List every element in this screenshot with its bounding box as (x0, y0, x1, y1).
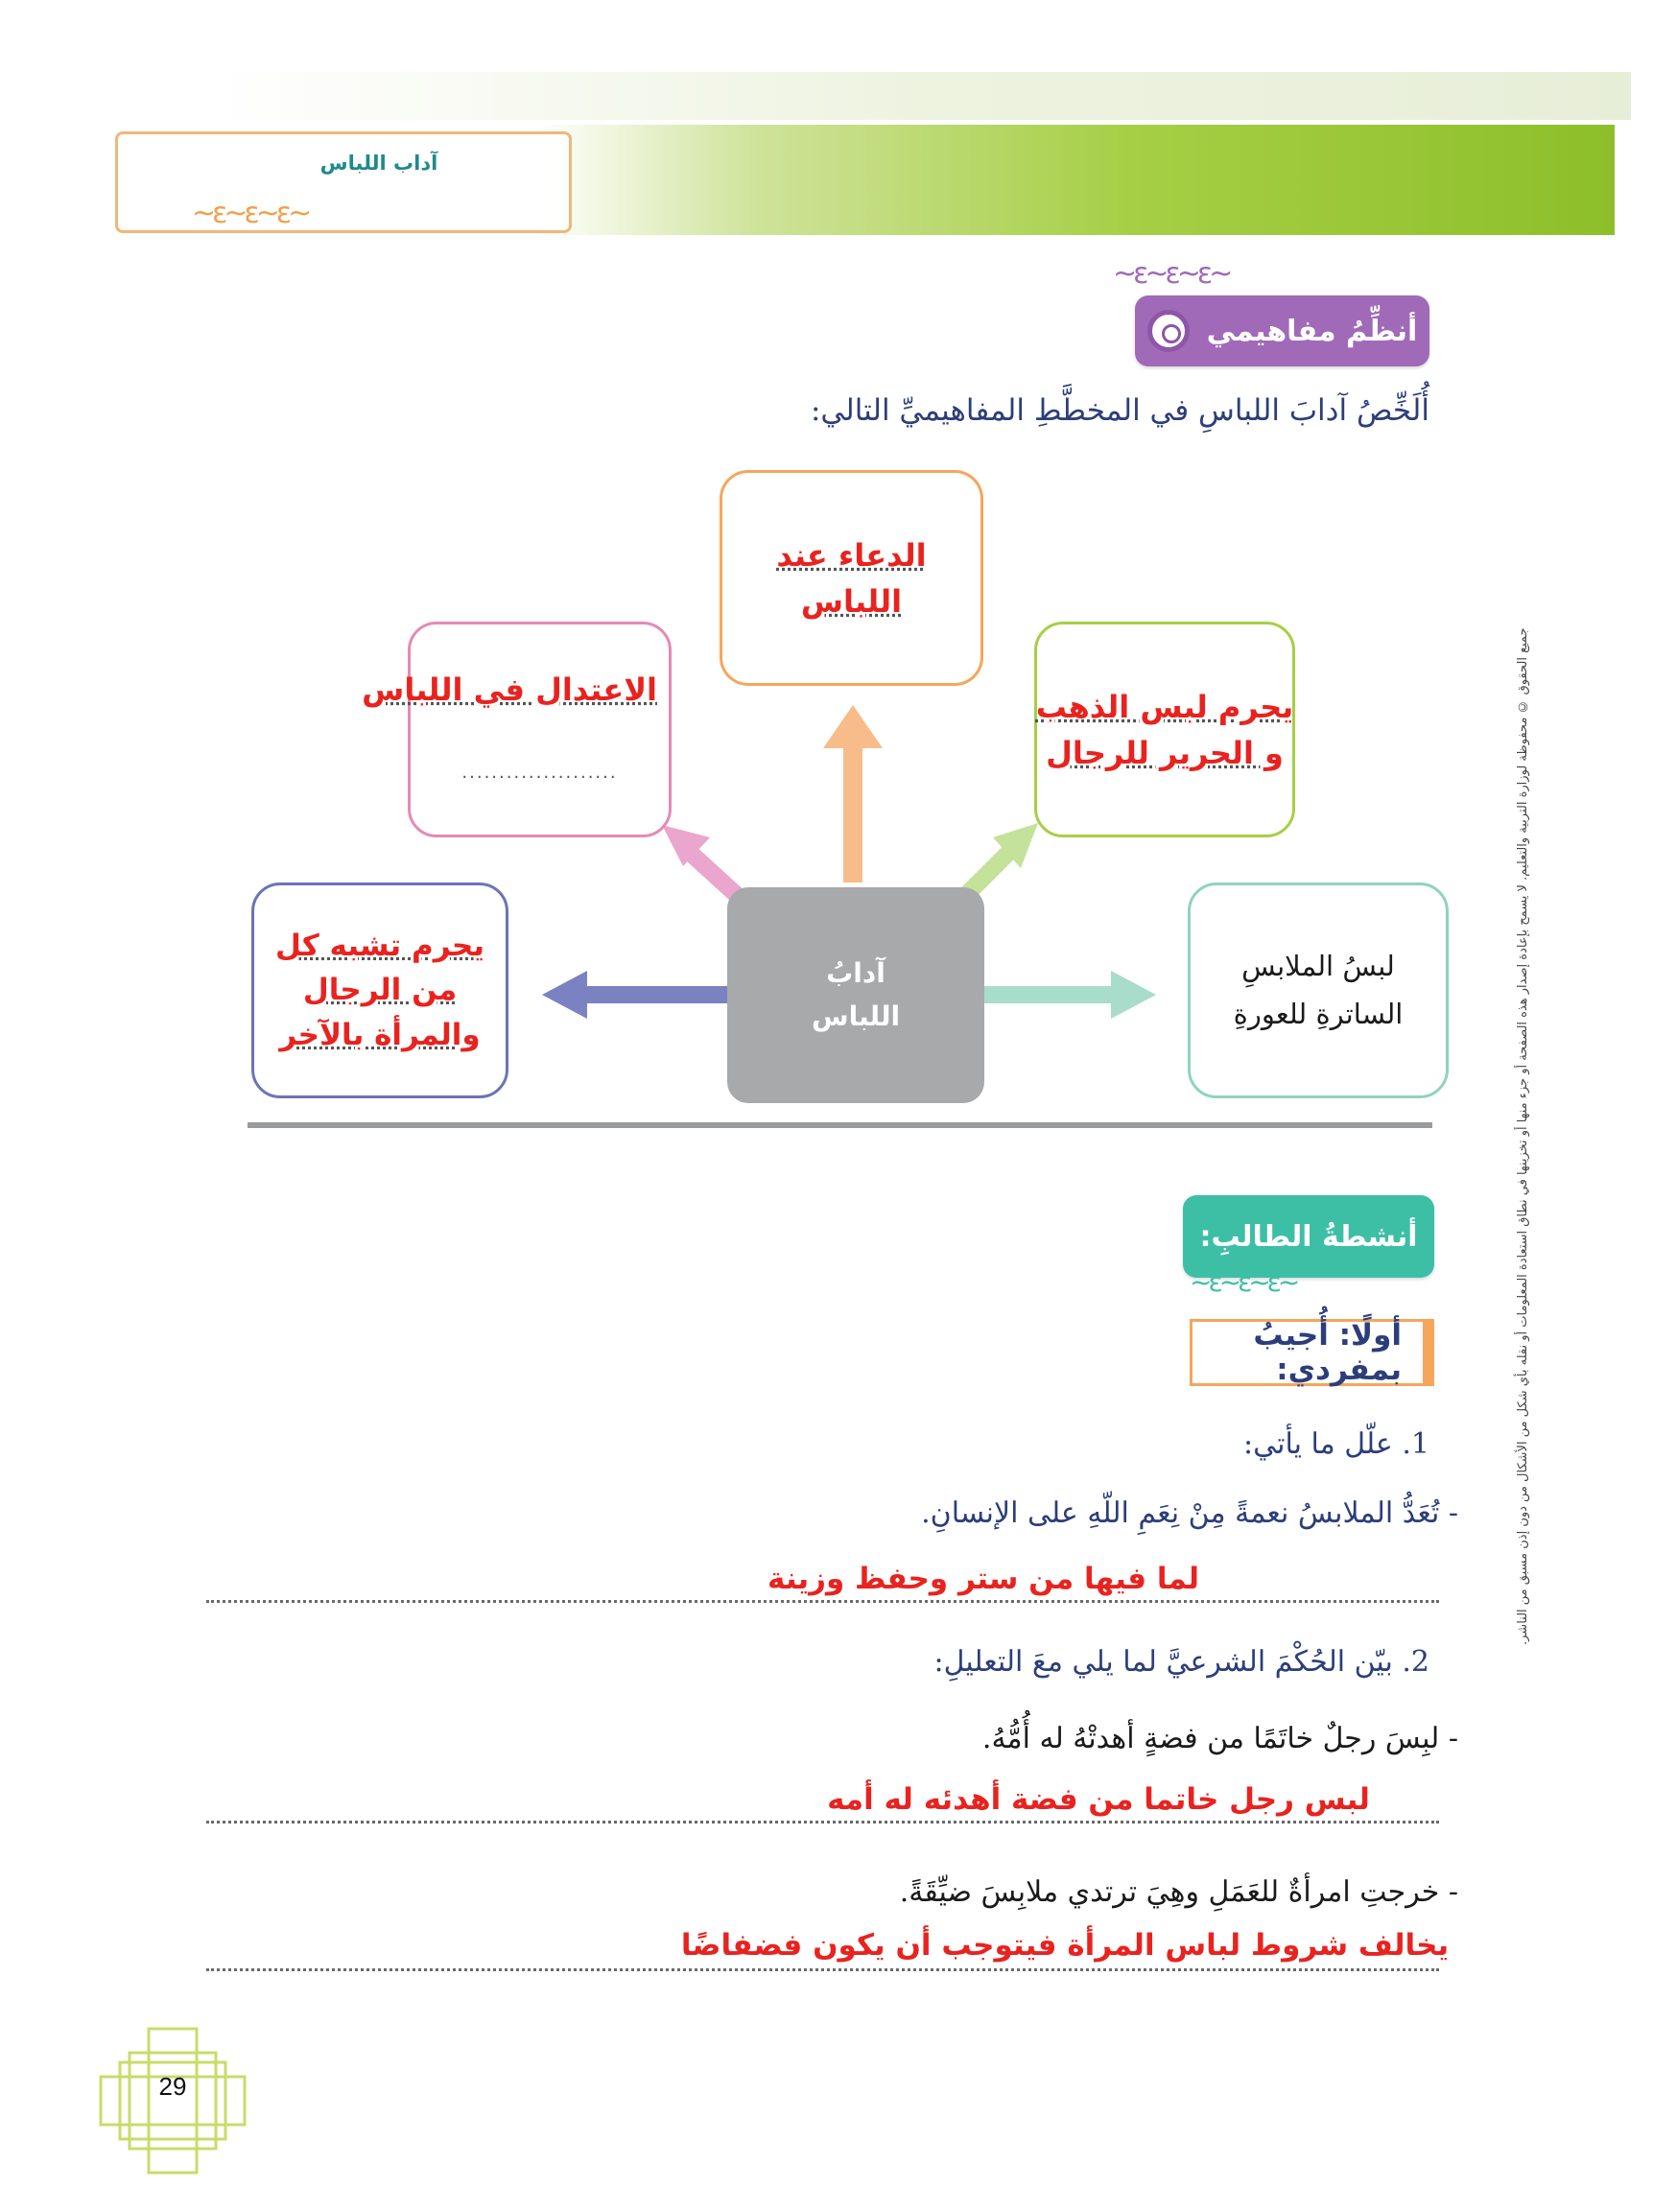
arrow-right-head (1111, 971, 1156, 1019)
concept-box-left (251, 882, 508, 1098)
top-right-answer-line1: يحرم لبس الذهب (1035, 688, 1294, 725)
top-answer-line2: اللباس (800, 582, 903, 620)
q2-answer2-line (206, 1968, 1439, 1971)
concept-box-top-left (408, 622, 672, 837)
concept-box-top-right (1034, 622, 1295, 837)
section-heading-label: أنظِّمُ مفاهيمي (1206, 314, 1418, 348)
copyright-note: جميع الحقوق © محفوظة لوزارة التربية والتعليم. لا يسمح بإعادة إصدار هذه الصفحة أو جزء منها أو تخزينها في نطاق استعادة المعلومات أو نقله بأي شكل من الأشكال من دون إذن مسبق من الناشر. (1516, 627, 1530, 1646)
page-number: 29 (158, 2072, 187, 2101)
concept-box-right (1188, 882, 1449, 1098)
q2-answer1-line (206, 1821, 1439, 1824)
q2-answer2: يخالف شروط لباس المرأة فيتوجب أن يكون فضفاضًا (680, 1928, 1450, 1963)
q2-label: 2. بيّن الحُكْمَ الشرعيَّ لما يلي معَ التعليلِ: (933, 1645, 1429, 1679)
subheading-label: أولًا: أُجيبُ بمفردي: (1253, 1318, 1402, 1387)
left-answer-line2: من الرجال (302, 973, 458, 1008)
q1-item: - تُعَدُّ الملابسُ نعمةً مِنْ نِعَمِ اللّهِ على الإنسانِ. (921, 1496, 1458, 1530)
q2-answer1: لبس رجل خاتما من فضة أهدئه له أمه (827, 1782, 1370, 1817)
q2-item2: - خرجتِ امرأةٌ للعَمَلِ وهِيَ ترتدي ملابِسَ ضيِّقَةً. (899, 1875, 1458, 1909)
center-line2: اللباس (811, 1000, 901, 1032)
q1-answer: لما فيها من ستر وحفظ وزينة (767, 1562, 1199, 1596)
left-answer-line1: يحرم تشبه كل (275, 928, 484, 963)
center-line1: آدابُ (826, 956, 886, 989)
arrow-up-left (686, 849, 739, 897)
top-left-dots: ..................... (461, 763, 618, 783)
left-answer-line3: والمرأة بالآخر (279, 1017, 481, 1052)
ornament-swirl-icon: ~ε~ε~ε~ (192, 197, 309, 230)
top-answer-line1: الدعاء عند (776, 536, 927, 574)
page-title: آداب اللباس (319, 152, 438, 175)
section-divider (248, 1122, 1432, 1128)
arrow-up-head (823, 705, 883, 748)
right-line1: لبسُ الملابسِ (1241, 950, 1395, 983)
subheading-box (1190, 1319, 1423, 1386)
ornament-icon: ~ε~ε~ε~ (1113, 257, 1230, 291)
subheading-tab (1423, 1319, 1434, 1386)
instruction-text: أُلَخِّصُ آدابَ اللباسِ في المخطَّطِ المفاهيميِّ التالي: (810, 393, 1429, 428)
q2-item1: - لبِسَ رجلٌ خاتَمًا من فضةٍ أهدتْهُ له أُمُّهُ. (981, 1722, 1458, 1755)
concept-box-top (720, 470, 983, 686)
top-left-answer: الاعتدال في اللباس (362, 671, 657, 708)
right-line2: الساترةِ للعورةِ (1233, 997, 1404, 1030)
concept-center (727, 887, 984, 1103)
q1-answer-line (206, 1600, 1439, 1603)
ornament-icon: ~ε~ε~ε~ (1190, 1266, 1297, 1298)
q1-label: 1. علّل ما يأتي: (1243, 1427, 1429, 1461)
activities-heading-label: أنشطةُ الطالبِ: (1199, 1219, 1418, 1254)
arrow-left-head (542, 971, 587, 1019)
top-right-answer-line2: و الحرير للرجال (1046, 734, 1284, 771)
